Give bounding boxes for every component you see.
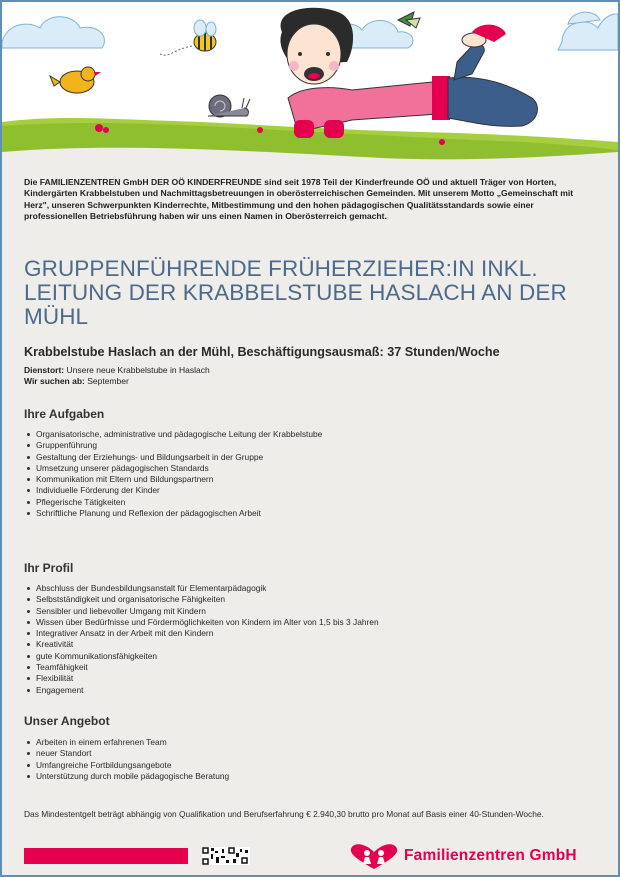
content bbox=[24, 177, 599, 820]
list-item: Kommunikation mit Eltern und Bildungspartnern bbox=[24, 474, 322, 485]
list-item: Gestaltung der Erziehungs- und Bildungsarbeit in der Gruppe bbox=[24, 452, 322, 463]
qr-code-icon[interactable] bbox=[202, 847, 250, 865]
list-item: Kreativität bbox=[24, 639, 379, 650]
location-value: Unsere neue Krabbelstube in Haslach bbox=[64, 364, 210, 375]
profile-section bbox=[24, 561, 379, 696]
offer-section bbox=[24, 714, 229, 782]
list-item: Schriftliche Planung und Reflexion der pädagogischen Arbeit bbox=[24, 508, 322, 519]
job-meta bbox=[24, 365, 599, 387]
profile-list bbox=[24, 583, 379, 696]
start-line bbox=[24, 376, 599, 387]
offer-title: Unser Angebot bbox=[24, 714, 110, 728]
start-value: September bbox=[84, 375, 129, 386]
list-item: neuer Standort bbox=[24, 748, 229, 759]
start-label: Wir suchen ab: bbox=[24, 375, 85, 386]
apply-bar[interactable] bbox=[24, 848, 188, 864]
list-item: Unterstützung durch mobile pädagogische Beratung bbox=[24, 771, 229, 782]
list-item: Pflegerische Tätigkeiten bbox=[24, 497, 322, 508]
list-item: Sensibler und liebevoller Umgang mit Kindern bbox=[24, 606, 379, 617]
logo-text: Familienzentren GmbH bbox=[404, 847, 577, 864]
list-item: Teamfähigkeit bbox=[24, 662, 379, 673]
list-item: Flexibilität bbox=[24, 673, 379, 684]
profile-title: Ihr Profil bbox=[24, 561, 74, 575]
tasks-section bbox=[24, 407, 322, 519]
list-item: Engagement bbox=[24, 685, 379, 696]
list-item: Individuelle Förderung der Kinder bbox=[24, 485, 322, 496]
salary-note: Das Mindestentgelt beträgt abhängig von Qualifikation und Berufserfahrung € 2.940,30 brutto pro Monat auf Basis einer 40-Stunden-Woche. bbox=[24, 809, 544, 820]
list-item: Wissen über Bedürfnisse und Fördermöglichkeiten von Kindern im Alter von 1,5 bis 3 Jahren bbox=[24, 617, 379, 628]
location-line bbox=[24, 365, 599, 376]
list-item: Gruppenführung bbox=[24, 440, 322, 451]
list-item: Selbstständigkeit und organisatorische Fähigkeiten bbox=[24, 594, 379, 605]
list-item: Abschluss der Bundesbildungsanstalt für Elementarpädagogik bbox=[24, 583, 379, 594]
list-item: Arbeiten in einem erfahrenen Team bbox=[24, 737, 229, 748]
job-title: GRUPPENFÜHRENDE FRÜHERZIEHER:IN INKL. LEITUNG DER KRABBELSTUBE HASLACH AN DER MÜHL bbox=[24, 255, 567, 329]
tasks-title: Ihre Aufgaben bbox=[24, 407, 105, 421]
offer-list bbox=[24, 737, 229, 782]
family-hearts-icon bbox=[348, 842, 400, 870]
list-item: Integrativer Ansatz in der Arbeit mit den Kindern bbox=[24, 628, 379, 639]
list-item: Umfangreiche Fortbildungsangebote bbox=[24, 760, 229, 771]
company-logo bbox=[348, 842, 577, 870]
intro-paragraph: Die FAMILIENZENTREN GmbH DER OÖ KINDERFREUNDE sind seit 1978 Teil der Kinderfreunde OÖ und aktuell Träger von Horten, Kindergärten Krabbelstuben und Nachmittagsbetreuungen in oberösterreichischen Gemeinden. Mit unserem Motto „Gemeinschaft mit Herz", unseren Schwerpunkten Kinderrechte, Mitbestimmung und den hohen pädagogischen Qualitätsstandards sowie einer professionellen Betriebsführung haben wir uns einen Namen in Oberösterreich gemacht. bbox=[24, 177, 574, 222]
list-item: Umsetzung unserer pädagogischen Standards bbox=[24, 463, 322, 474]
job-subtitle: Krabbelstube Haslach an der Mühl, Beschäftigungsausmaß: 37 Stunden/Woche bbox=[24, 344, 500, 359]
location-label: Dienstort: bbox=[24, 364, 65, 375]
tasks-list bbox=[24, 429, 322, 519]
list-item: gute Kommunikationsfähigkeiten bbox=[24, 651, 379, 662]
hero-illustration bbox=[2, 2, 618, 164]
list-item: Organisatorische, administrative und pädagogische Leitung der Krabbelstube bbox=[24, 429, 322, 440]
